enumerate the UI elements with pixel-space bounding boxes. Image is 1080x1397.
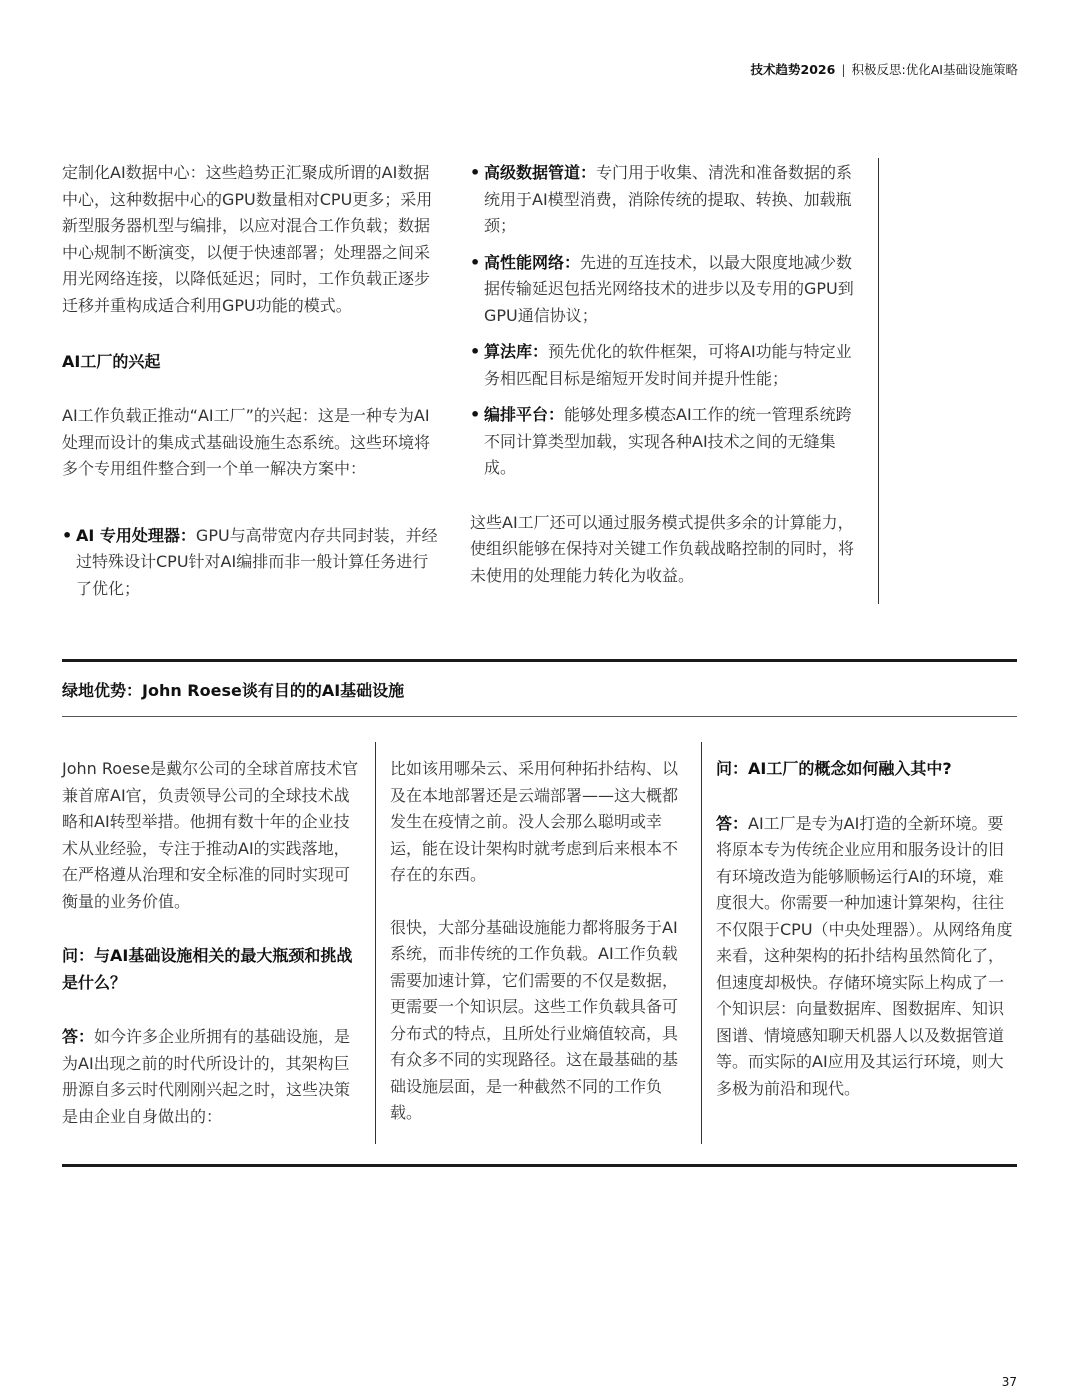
sidebar-divider-1	[375, 742, 376, 1144]
question-text: 与AI基础设施相关的最大瓶颈和挑战是什么？	[62, 946, 353, 992]
bullet-text: 预先优化的软件框架，可将AI功能与特定业务相匹配目标是缩短开发时间并提升性能；	[484, 342, 852, 388]
answer-ai-factory	[716, 811, 1018, 1103]
bullet-dot: •	[470, 252, 481, 272]
sidebar-bottom-rule	[62, 1164, 1017, 1167]
answer-label: 答：	[62, 1027, 95, 1046]
header-title: 积极反思:优化AI基础设施策略	[851, 62, 1018, 77]
question-label: 问：	[62, 946, 95, 965]
answer-label: 答：	[716, 813, 749, 833]
intro-paragraph: 定制化AI数据中心：这些趋势正汇聚成所谓的AI数据中心，这种数据中心的GPU数量相对CPU更多；采用新型服务器机型与编排，以应对混合工作负载；数据中心规制不断演变，以便于快速部署；处理器之间采用光网络连接，以降低延迟；同时，工作负载正逐步迁移并重构成适合利用GPU功能的模式。	[62, 163, 433, 315]
bullet-text: 能够处理多模态AI工作的统一管理系统跨不同计算类型加载，实现各种AI技术之间的无缝集成。	[484, 405, 852, 477]
bullet-orchestration	[470, 402, 854, 482]
header-series: 技术趋势2026	[750, 62, 836, 77]
sidebar-divider-2	[701, 742, 702, 1144]
answer-continued-paragraph: 比如该用哪朵云、采用何种拓扑结构、以及在本地部署还是云端部署——这大概都发生在疫情之前。没人会那么聪明或幸运，能在设计架构时就考虑到后来根本不存在的东西。	[390, 759, 679, 884]
sidebar-title-rule	[62, 716, 1017, 717]
running-header	[751, 60, 1018, 78]
question-ai-factory	[716, 756, 1018, 783]
sidebar-column-1	[62, 756, 364, 1130]
bullet-term: 编排平台：	[484, 405, 565, 424]
question-text: AI工厂的概念如何融入其中?	[748, 759, 952, 778]
bullet-term: 算法库：	[484, 342, 549, 361]
answer-text: 如今许多企业所拥有的基础设施，是为AI出现之前的时代所设计的，其架构巨册源自多云时代刚刚兴起之时，这些决策是由企业自身做出的：	[62, 1027, 351, 1126]
bullet-dot: •	[470, 342, 481, 361]
bullet-network	[470, 250, 854, 330]
bullet-data-pipeline	[470, 160, 854, 240]
page-number: 37	[1001, 1375, 1017, 1389]
ai-factory-service-paragraph: 这些AI工厂还可以通过服务模式提供多余的计算能力，使组织能够在保持对关键工作负载战略控制的同时，将未使用的处理能力转化为收益。	[470, 512, 855, 585]
sidebar-top-rule	[62, 659, 1017, 662]
top-left-column	[62, 160, 444, 602]
bullet-algorithm-library	[470, 339, 854, 392]
answer-text: AI工厂是专为AI打造的全新环境。要将原本专为传统企业应用和服务设计的旧有环境改造为能够顺畅运行AI的环境，难度很大。你需要一种加速计算架构，往往不仅限于CPU（中央处理器）。从网络角度来看，这种架构的拓扑结构虽然简化了，但速度却极快。存储环境实际上构成了一个知识层：向量数据库、图数据库、知识图谱、情境感知聊天机器人以及数据管道等。而实际的AI应用及其运行环境，则大多极为前沿和现代。	[716, 813, 1013, 1098]
ai-factory-paragraph: AI工作负载正推动“AI工厂”的兴起：这是一种专为AI处理而设计的集成式基础设施生态系统。这些环境将多个专用组件整合到一个单一解决方案中：	[62, 406, 431, 478]
sidebar-title: 绿地优势：John Roese谈有目的的AI基础设施	[62, 681, 405, 700]
question-bottlenecks	[62, 943, 364, 996]
question-label: 问：	[716, 759, 749, 778]
bullet-dot: •	[470, 405, 481, 424]
top-column-divider	[878, 158, 879, 604]
header-separator: |	[841, 62, 846, 77]
bullet-dot: •	[62, 525, 73, 545]
bullet-term: AI 专用处理器：	[76, 525, 196, 545]
bullet-text: 专门用于收集、清洗和准备数据的系统用于AI模型消费，消除传统的提取、转换、加载瓶颈；	[484, 163, 853, 235]
bullet-term: 高性能网络：	[484, 252, 581, 272]
top-right-column	[470, 160, 854, 589]
bullet-ai-processor	[62, 523, 444, 603]
roese-bio: John Roese是戴尔公司的全球首席技术官兼首席AI官，负责领导公司的全球技术战略和AI转型举措。他拥有数十年的企业技术从业经验，专注于推动AI的实践落地，在严格遵从治理和安全标准的同时实现可衡量的业务价值。	[62, 759, 359, 911]
answer-bottlenecks	[62, 1024, 364, 1130]
sidebar-column-2	[390, 756, 686, 1127]
ai-workload-paragraph: 很快，大部分基础设施能力都将服务于AI系统，而非传统的工作负载。AI工作负载需要加速计算，它们需要的不仅是数据，更需要一个知识层。这些工作负载具备可分布式的特点，且所处行业熵值较高，具有众多不同的实现路径。这在最基础的基础设施层面，是一种截然不同的工作负载。	[390, 917, 679, 1122]
bullet-dot: •	[470, 163, 481, 182]
bullet-text: 先进的互连技术，以最大限度地减少数据传输延迟包括光网络技术的进步以及专用的GPU到GPU通信协议；	[484, 252, 854, 325]
bullet-text: GPU与高带宽内存共同封装，并经过特殊设计CPU针对AI编排而非一般计算任务进行了优化；	[76, 525, 438, 598]
section-heading: AI工厂的兴起	[62, 352, 161, 371]
sidebar-column-3	[716, 756, 1018, 1102]
bullet-term: 高级数据管道：	[484, 163, 597, 182]
